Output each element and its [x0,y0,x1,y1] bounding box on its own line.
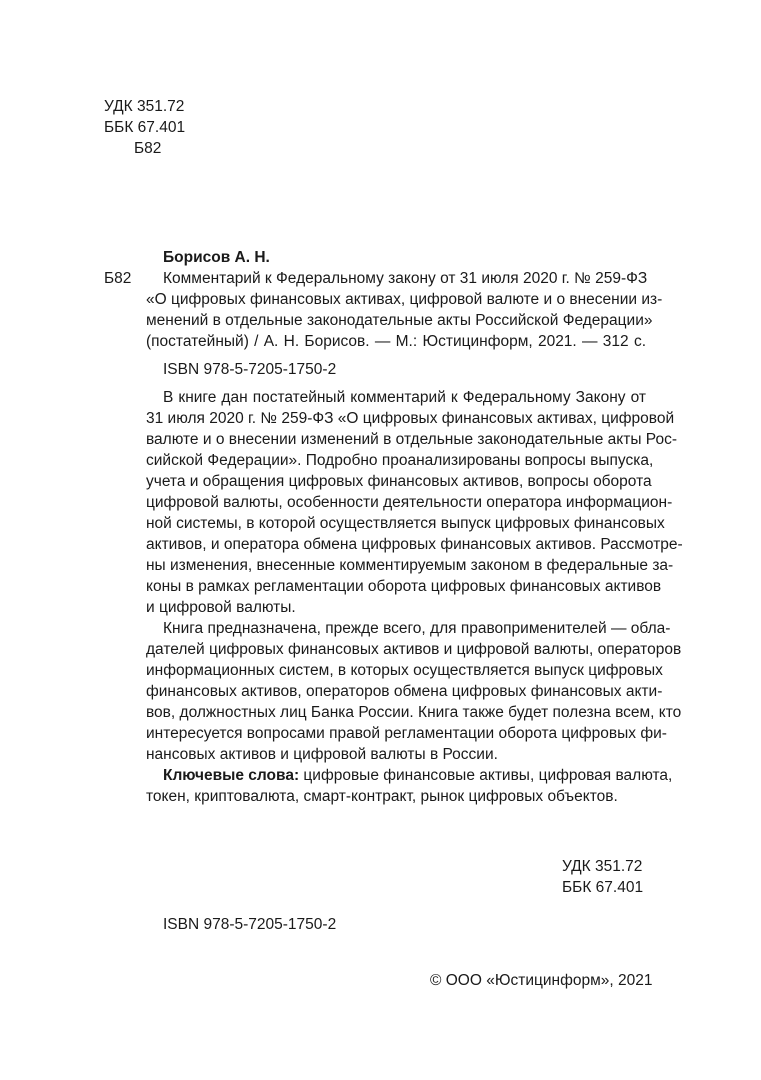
keywords-line [163,765,673,786]
annotation-line: вов, должностных лиц Банка России. Книга также будет полезна всем, кто [146,704,682,721]
annotation-line: Книга предназначена, прежде всего, для правоприменителей — обла- [163,620,671,637]
annotation-line: информационных систем, в которых осуществляется выпуск цифровых [146,662,663,679]
annotation-line: цифровой валюты, особенности деятельности оператора информацион- [146,494,673,511]
description-line: (постатейный) / А. Н. Борисов. — М.: Юстицинформ, 2021. — 312 с. [146,333,646,350]
annotation-line: ной системы, в которой осуществляется выпуск цифровых финансовых [146,515,665,532]
annotation-line: нансовых активов и цифровой валюты в России. [146,746,498,763]
description-line: «О цифровых финансовых активах, цифровой валюте и о внесении из- [146,291,663,308]
keywords-line: токен, криптовалюта, смарт-контракт, рынок цифровых объектов. [146,788,618,805]
annotation-line: учета и обращения цифровых финансовых активов, вопросы оборота [146,473,652,490]
author-mark-top: Б82 [134,140,162,157]
description-line: Комментарий к Федеральному закону от 31 июля 2020 г. № 259-ФЗ [163,270,648,287]
bbk-code-bottom: ББК 67.401 [562,879,644,896]
author-mark-entry: Б82 [104,270,132,287]
annotation-line: и цифровой валюты. [146,599,296,616]
annotation-line: сийской Федерации». Подробно проанализированы вопросы выпуска, [146,452,654,469]
udk-code-top: УДК 351.72 [104,98,185,115]
annotation-line: В книге дан постатейный комментарий к Федеральному Закону от [163,389,646,406]
keywords-text: цифровые финансовые активы, цифровая валюта, [299,767,673,784]
keywords-label: Ключевые слова: [163,767,300,784]
annotation-line: валюте и о внесении изменений в отдельные законодательные акты Рос- [146,431,677,448]
annotation-line: ны изменения, внесенные комментируемым законом в федеральные за- [146,557,674,574]
isbn-bottom: ISBN 978-5-7205-1750-2 [163,916,337,933]
annotation-line: интересуется вопросами правой регламентации оборота цифровых фи- [146,725,667,742]
annotation-line: дателей цифровых финансовых активов и цифровой валюты, операторов [146,641,682,658]
bbk-code-top: ББК 67.401 [104,119,186,136]
isbn-entry: ISBN 978-5-7205-1750-2 [163,361,337,378]
udk-code-bottom: УДК 351.72 [562,858,643,875]
annotation-line: 31 июля 2020 г. № 259-ФЗ «О цифровых финансовых активах, цифровой [146,410,675,427]
annotation-line: коны в рамках регламентации оборота цифровых финансовых активов [146,578,662,595]
copyright-notice: © ООО «Юстицинформ», 2021 [430,972,653,989]
description-line: менений в отдельные законодательные акты Российской Федерации» [146,312,653,329]
annotation-line: активов, и оператора обмена цифровых финансовых активов. Рассмотре- [146,536,683,553]
annotation-line: финансовых активов, операторов обмена цифровых финансовых акти- [146,683,663,700]
author-heading: Борисов А. Н. [163,249,270,266]
